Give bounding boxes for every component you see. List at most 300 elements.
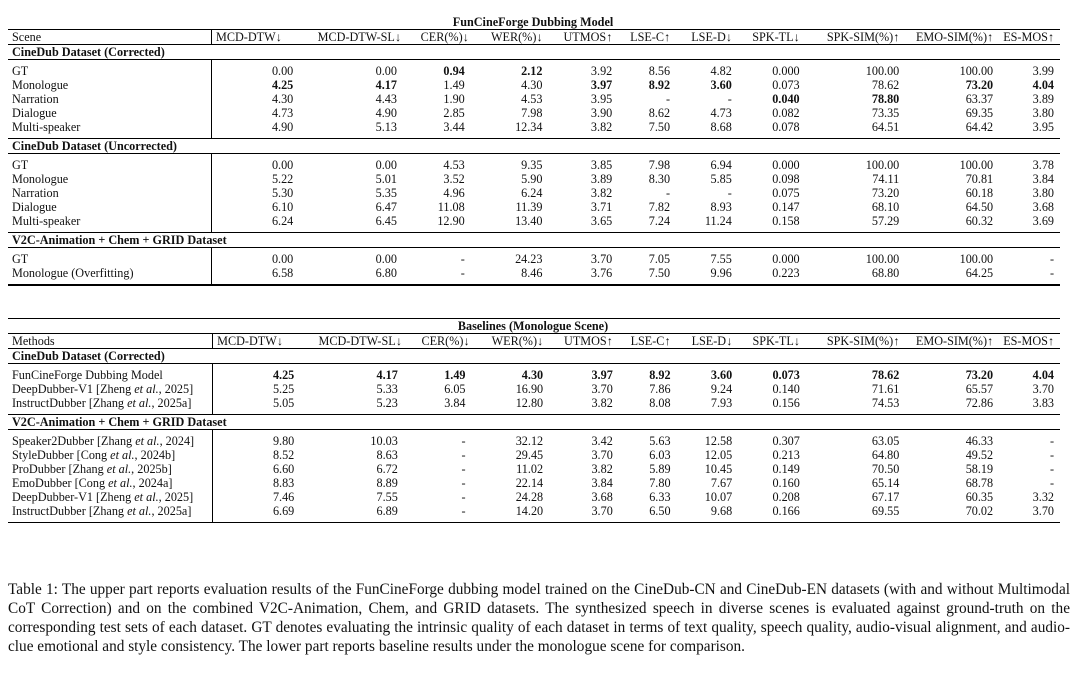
table-row — [8, 476, 1060, 490]
table-cell: - — [460, 252, 465, 266]
table-cell: 8.30 — [648, 172, 671, 186]
table-row — [8, 172, 1060, 186]
table-cell: 0.00 — [375, 252, 397, 266]
table-cell: 74.53 — [806, 396, 905, 415]
table-cell: 11.39 — [515, 200, 543, 214]
column-header-row — [8, 30, 1060, 45]
table-cell: 0.149 — [772, 462, 800, 476]
table-cell: 6.58 — [212, 266, 300, 285]
table-cell: 11.02 — [516, 462, 544, 476]
table-cell: 70.02 — [905, 504, 999, 523]
column-header: Methods — [8, 334, 213, 349]
row-name: InstructDubber [Zhang — [12, 504, 125, 518]
table-cell: 4.30 — [521, 368, 544, 382]
row-name: Narration — [12, 92, 59, 106]
table-cell: 6.24 — [212, 214, 300, 233]
table-title: Baselines (Monologue Scene) — [457, 319, 609, 333]
section-header-row — [8, 349, 1060, 364]
row-label — [8, 200, 212, 214]
table-cell: 8.93 — [710, 200, 732, 214]
row-label — [8, 266, 212, 285]
table-cell: 68.10 — [871, 200, 900, 214]
column-header: CER(%)↓ — [407, 30, 475, 45]
row-name: EmoDubber [Cong — [12, 476, 106, 490]
table-cell: 3.89 — [1032, 92, 1054, 106]
table-cell: 0.00 — [375, 158, 397, 172]
column-header: WER(%)↓ — [476, 334, 550, 349]
table-row — [8, 186, 1060, 200]
table-cell: 10.07 — [704, 490, 733, 504]
table-cell: 100.00 — [865, 252, 900, 266]
table-row — [8, 154, 1060, 173]
table-cell: 32.12 — [515, 434, 544, 448]
table-cell: - — [408, 504, 476, 523]
table-cell: 8.68 — [676, 120, 738, 139]
table-cell: 7.82 — [648, 200, 671, 214]
table-cell: 12.90 — [407, 214, 475, 233]
row-citation-etal: et al. — [134, 382, 159, 396]
table-cell: 3.82 — [591, 462, 613, 476]
row-label — [8, 504, 213, 523]
row-label — [8, 172, 212, 186]
section-header-row — [8, 45, 1060, 60]
table-cell: 8.46 — [521, 266, 543, 280]
table-cell: 7.98 — [521, 106, 543, 120]
table-row — [8, 214, 1060, 233]
table-cell: 3.95 — [590, 92, 613, 106]
table-row — [8, 462, 1060, 476]
column-header: SPK-SIM(%)↑ — [806, 334, 905, 349]
table-cell: 60.32 — [905, 214, 999, 233]
table-cell: 100.00 — [959, 252, 994, 266]
row-citation-year: , 2025] — [158, 490, 194, 504]
table-row — [8, 266, 1060, 285]
table-cell: 3.42 — [591, 434, 613, 448]
row-name: Multi-speaker — [12, 120, 81, 134]
table-cell: 3.90 — [590, 106, 613, 120]
row-name: Monologue (Overfitting) — [12, 266, 134, 280]
table-cell: 8.92 — [648, 78, 671, 92]
table-cell: 0.00 — [212, 154, 300, 173]
table-cell: 9.96 — [710, 266, 732, 280]
section-header-row — [8, 233, 1060, 248]
table-title-row — [8, 319, 1060, 334]
column-header: UTMOS↑ — [548, 30, 618, 45]
results-table-bottom — [8, 318, 1060, 523]
table-cell: 5.63 — [649, 434, 671, 448]
table-cell: 10.03 — [370, 434, 398, 448]
table-cell: 6.50 — [619, 504, 677, 523]
table-cell: 60.35 — [965, 490, 994, 504]
table-cell: 0.073 — [772, 368, 800, 382]
table-cell: 10.45 — [704, 462, 733, 476]
row-name: DeepDubber-V1 [Zheng — [12, 382, 132, 396]
table-cell: 4.17 — [376, 368, 398, 382]
row-label — [8, 476, 213, 490]
table-cell: 3.82 — [548, 120, 618, 139]
table-cell: 7.46 — [213, 490, 301, 504]
table-cell: 8.83 — [213, 476, 301, 490]
row-name: Monologue — [12, 172, 69, 186]
row-name: GT — [12, 252, 29, 266]
table-cell: 4.90 — [212, 120, 300, 139]
table-cell: 7.05 — [648, 252, 671, 266]
table-cell: 3.97 — [591, 368, 613, 382]
table-cell: 0.040 — [772, 92, 800, 106]
table-cell: 12.05 — [704, 448, 733, 462]
table-cell: 0.156 — [738, 396, 806, 415]
row-label — [8, 214, 212, 233]
table-cell: 73.20 — [871, 186, 900, 200]
table-row — [8, 200, 1060, 214]
row-label — [8, 60, 212, 79]
table-cell: 5.05 — [213, 396, 301, 415]
table-cell: 69.35 — [965, 106, 994, 120]
table-cell: - — [666, 186, 671, 200]
table-cell: 68.78 — [965, 476, 994, 490]
table-cell: 68.80 — [871, 266, 900, 280]
table-cell: 0.000 — [772, 158, 800, 172]
row-name: Narration — [12, 186, 59, 200]
table-cell: 4.96 — [443, 186, 465, 200]
row-name: FunCineForge Dubbing Model — [12, 368, 163, 382]
row-label — [8, 154, 212, 173]
table-cell: 7.67 — [710, 476, 733, 490]
table-cell: 3.44 — [407, 120, 475, 139]
table-cell: 74.11 — [872, 172, 900, 186]
table-cell: 4.53 — [443, 158, 465, 172]
table-cell: 0.140 — [772, 382, 800, 396]
table-cell: 9.68 — [677, 504, 739, 523]
table-cell: 60.18 — [965, 186, 994, 200]
column-header: MCD-DTW-SL↓ — [300, 334, 408, 349]
table-cell: 3.69 — [999, 214, 1060, 233]
table-cell: 0.94 — [443, 64, 465, 78]
row-name: StyleDubber [Cong — [12, 448, 108, 462]
table-cell: 5.25 — [213, 382, 301, 396]
section-header-row — [8, 139, 1060, 154]
table-cell: 3.70 — [1032, 382, 1054, 396]
table-cell: 3.80 — [1032, 186, 1054, 200]
table-cell: - — [461, 476, 466, 490]
row-label — [8, 430, 213, 449]
column-header: LSE-C↑ — [619, 334, 677, 349]
column-header: UTMOS↑ — [549, 334, 619, 349]
table-cell: 0.082 — [772, 106, 800, 120]
table-cell: - — [666, 92, 671, 106]
table-cell: 3.70 — [591, 448, 613, 462]
table-cell: 3.68 — [591, 490, 613, 504]
table-title: FunCineForge Dubbing Model — [452, 15, 614, 29]
row-name: Multi-speaker — [12, 214, 81, 228]
table-cell: 65.14 — [871, 476, 900, 490]
row-name: InstructDubber [Zhang — [12, 396, 125, 410]
table-cell: 6.24 — [521, 186, 543, 200]
table-cell: 3.84 — [408, 396, 476, 415]
row-label — [8, 248, 212, 267]
table-cell: 3.70 — [999, 504, 1060, 523]
table-cell: 4.43 — [375, 92, 397, 106]
row-label — [8, 78, 212, 92]
row-name: ProDubber [Zhang — [12, 462, 104, 476]
table-cell: 78.80 — [871, 92, 900, 106]
table-cell: 3.70 — [591, 382, 613, 396]
row-citation-year: , 2024] — [159, 434, 195, 448]
table-row — [8, 364, 1060, 383]
table-title-row — [8, 15, 1060, 30]
table-cell: 7.50 — [648, 266, 671, 280]
table-cell: 5.85 — [710, 172, 732, 186]
table-cell: 6.60 — [213, 462, 301, 476]
table-cell: 0.147 — [772, 200, 800, 214]
table-cell: 5.22 — [212, 172, 300, 186]
table-cell: - — [1049, 252, 1054, 266]
table-cell: 3.85 — [590, 158, 613, 172]
table-cell: 46.33 — [965, 434, 994, 448]
column-header: LSE-D↓ — [676, 30, 738, 45]
table-row — [8, 448, 1060, 462]
column-header: EMO-SIM(%)↑ — [905, 30, 999, 45]
table-cell: 16.90 — [515, 382, 544, 396]
column-header: WER(%)↓ — [475, 30, 549, 45]
column-header: SPK-SIM(%)↑ — [806, 30, 906, 45]
table-row — [8, 248, 1060, 267]
table-cell: 8.56 — [648, 64, 671, 78]
row-citation-etal: et al. — [110, 448, 135, 462]
table-cell: 3.82 — [549, 396, 619, 415]
column-header: CER(%)↓ — [408, 334, 476, 349]
table-cell: 3.99 — [1032, 64, 1054, 78]
table-cell: 7.55 — [376, 490, 398, 504]
table-row — [8, 382, 1060, 396]
table-cell: 4.53 — [521, 92, 543, 106]
table-cell: 1.49 — [444, 368, 466, 382]
table-cell: 64.51 — [806, 120, 906, 139]
table-cell: 0.098 — [772, 172, 800, 186]
table-cell: 71.61 — [871, 382, 900, 396]
table-cell: - — [1049, 462, 1054, 476]
column-header-row — [8, 334, 1060, 349]
row-citation-year: , 2024b] — [134, 448, 176, 462]
table-cell: 58.19 — [965, 462, 994, 476]
row-name: GT — [12, 64, 29, 78]
column-header: Scene — [8, 30, 212, 45]
table-cell: 0.00 — [375, 64, 397, 78]
table-cell: 7.24 — [618, 214, 676, 233]
table-cell: 8.08 — [619, 396, 677, 415]
table-cell: 72.86 — [905, 396, 999, 415]
table-cell: 4.73 — [710, 106, 732, 120]
table-cell: 6.89 — [300, 504, 408, 523]
section-title: V2C-Animation + Chem + GRID Dataset — [8, 415, 1060, 430]
table-cell: 63.37 — [965, 92, 994, 106]
table-cell: 11.08 — [437, 200, 465, 214]
table-cell: 6.94 — [710, 158, 732, 172]
table-cell: 8.52 — [213, 448, 301, 462]
row-name: DeepDubber-V1 [Zheng — [12, 490, 132, 504]
table-cell: 3.32 — [1032, 490, 1054, 504]
row-label — [8, 186, 212, 200]
table-cell: 9.80 — [213, 430, 301, 449]
column-header: LSE-D↓ — [677, 334, 739, 349]
table-cell: 0.307 — [772, 434, 800, 448]
table-cell: 73.20 — [965, 368, 994, 382]
table-cell: 4.25 — [213, 364, 301, 383]
table-cell: 4.82 — [710, 64, 732, 78]
table-cell: 0.075 — [772, 186, 800, 200]
table-cell: 6.10 — [212, 200, 300, 214]
table-cell: 57.29 — [806, 214, 906, 233]
section-header-row — [8, 415, 1060, 430]
table-cell: 5.30 — [212, 186, 300, 200]
row-citation-year: , 2025] — [158, 382, 194, 396]
table-cell: - — [461, 434, 466, 448]
table-cell: 69.55 — [806, 504, 905, 523]
table-cell: 67.17 — [871, 490, 900, 504]
row-label — [8, 448, 213, 462]
table-cell: 100.00 — [959, 64, 994, 78]
table-cell: 22.14 — [515, 476, 544, 490]
column-header: MCD-DTW↓ — [212, 30, 300, 45]
row-label — [8, 120, 212, 139]
table-cell: 49.52 — [965, 448, 994, 462]
table-cell: 0.208 — [772, 490, 800, 504]
table-cell: 6.05 — [444, 382, 466, 396]
table-cell: 2.12 — [521, 64, 543, 78]
table-row — [8, 396, 1060, 415]
table-cell: 64.50 — [965, 200, 994, 214]
table-cell: 29.45 — [515, 448, 544, 462]
table-cell: - — [1049, 448, 1054, 462]
table-cell: 5.33 — [376, 382, 398, 396]
table-cell: 14.20 — [476, 504, 550, 523]
table-cell: 70.50 — [871, 462, 900, 476]
column-header: LSE-C↑ — [618, 30, 676, 45]
table-cell: 12.34 — [475, 120, 549, 139]
row-name: Monologue — [12, 78, 69, 92]
table-cell: 4.30 — [212, 92, 300, 106]
table-cell: 3.95 — [999, 120, 1060, 139]
table-cell: - — [727, 92, 732, 106]
column-header: SPK-TL↓ — [738, 334, 806, 349]
column-header: SPK-TL↓ — [738, 30, 806, 45]
table-cell: 3.60 — [710, 78, 732, 92]
table-cell: 63.05 — [871, 434, 900, 448]
table-cell: 6.47 — [375, 200, 397, 214]
table-cell: 5.23 — [300, 396, 408, 415]
section-title: CineDub Dataset (Uncorrected) — [8, 139, 1060, 154]
table-cell: 24.28 — [515, 490, 544, 504]
table-cell: 1.49 — [443, 78, 465, 92]
table-cell: - — [461, 490, 466, 504]
table-cell: 70.81 — [965, 172, 994, 186]
table-cell: 7.86 — [649, 382, 671, 396]
row-name: Speaker2Dubber [Zhang — [12, 434, 133, 448]
table-cell: 5.01 — [375, 172, 397, 186]
table-cell: 64.80 — [871, 448, 900, 462]
table-cell: 12.80 — [476, 396, 550, 415]
column-header: MCD-DTW-SL↓ — [299, 30, 407, 45]
table-cell: 8.62 — [648, 106, 671, 120]
table-cell: 0.213 — [772, 448, 800, 462]
table-cell: 7.93 — [677, 396, 739, 415]
column-header: MCD-DTW↓ — [213, 334, 301, 349]
table-cell: 11.24 — [676, 214, 738, 233]
row-citation-etal: et al. — [134, 490, 159, 504]
table-cell: 7.80 — [649, 476, 671, 490]
table-cell: 0.078 — [738, 120, 806, 139]
table-cell: 3.92 — [590, 64, 613, 78]
table-cell: - — [1049, 476, 1054, 490]
table-cell: 4.25 — [212, 78, 300, 92]
table-cell: 6.80 — [375, 266, 397, 280]
table-row — [8, 120, 1060, 139]
table-row — [8, 106, 1060, 120]
table-cell: 64.42 — [905, 120, 999, 139]
table-cell: 4.04 — [1032, 368, 1054, 382]
table-cell: 64.25 — [965, 266, 994, 280]
table-cell: 9.35 — [521, 158, 543, 172]
row-citation-year: , 2024a] — [132, 476, 173, 490]
table-cell: - — [727, 186, 732, 200]
table-cell: 0.166 — [738, 504, 806, 523]
row-label — [8, 106, 212, 120]
table-cell: 8.63 — [376, 448, 398, 462]
table-cell: 6.45 — [299, 214, 407, 233]
table-cell: 3.60 — [710, 368, 733, 382]
table-cell: 3.82 — [590, 186, 613, 200]
section-title: CineDub Dataset (Corrected) — [8, 349, 1060, 364]
table-cell: 2.85 — [443, 106, 465, 120]
table-row — [8, 490, 1060, 504]
table-cell: 3.76 — [590, 266, 613, 280]
table-cell: 0.00 — [212, 60, 300, 79]
table-cell: 7.55 — [710, 252, 732, 266]
table-cell: 3.84 — [1032, 172, 1054, 186]
table-cell: 100.00 — [865, 158, 900, 172]
table-cell: 13.40 — [475, 214, 549, 233]
table-cell: 0.073 — [772, 78, 800, 92]
row-citation-year: , 2025a] — [151, 396, 192, 410]
table-cell: 0.223 — [772, 266, 800, 280]
table-cell: 12.58 — [704, 434, 733, 448]
table-row — [8, 430, 1060, 449]
table-cell: 7.98 — [648, 158, 671, 172]
table-cell: 6.33 — [649, 490, 671, 504]
table-cell: 3.70 — [549, 504, 619, 523]
row-name: GT — [12, 158, 29, 172]
row-label — [8, 382, 213, 396]
row-citation-etal: et al. — [127, 504, 152, 518]
table-cell: 0.158 — [738, 214, 806, 233]
table-cell: - — [461, 448, 466, 462]
table-cell: 4.90 — [375, 106, 397, 120]
row-label — [8, 92, 212, 106]
table-cell: 3.80 — [1032, 106, 1054, 120]
row-citation-etal: et al. — [108, 476, 133, 490]
section-title: CineDub Dataset (Corrected) — [8, 45, 1060, 60]
table-cell: 5.90 — [521, 172, 543, 186]
table-cell: 73.20 — [965, 78, 994, 92]
table-cell: 6.72 — [376, 462, 398, 476]
row-citation-etal: et al. — [127, 396, 152, 410]
column-header: ES-MOS↑ — [999, 30, 1060, 45]
table-cell: - — [1049, 434, 1054, 448]
table-row — [8, 60, 1060, 79]
results-table-top — [8, 15, 1060, 286]
table-cell: 5.89 — [649, 462, 671, 476]
table-cell: 78.62 — [871, 368, 900, 382]
